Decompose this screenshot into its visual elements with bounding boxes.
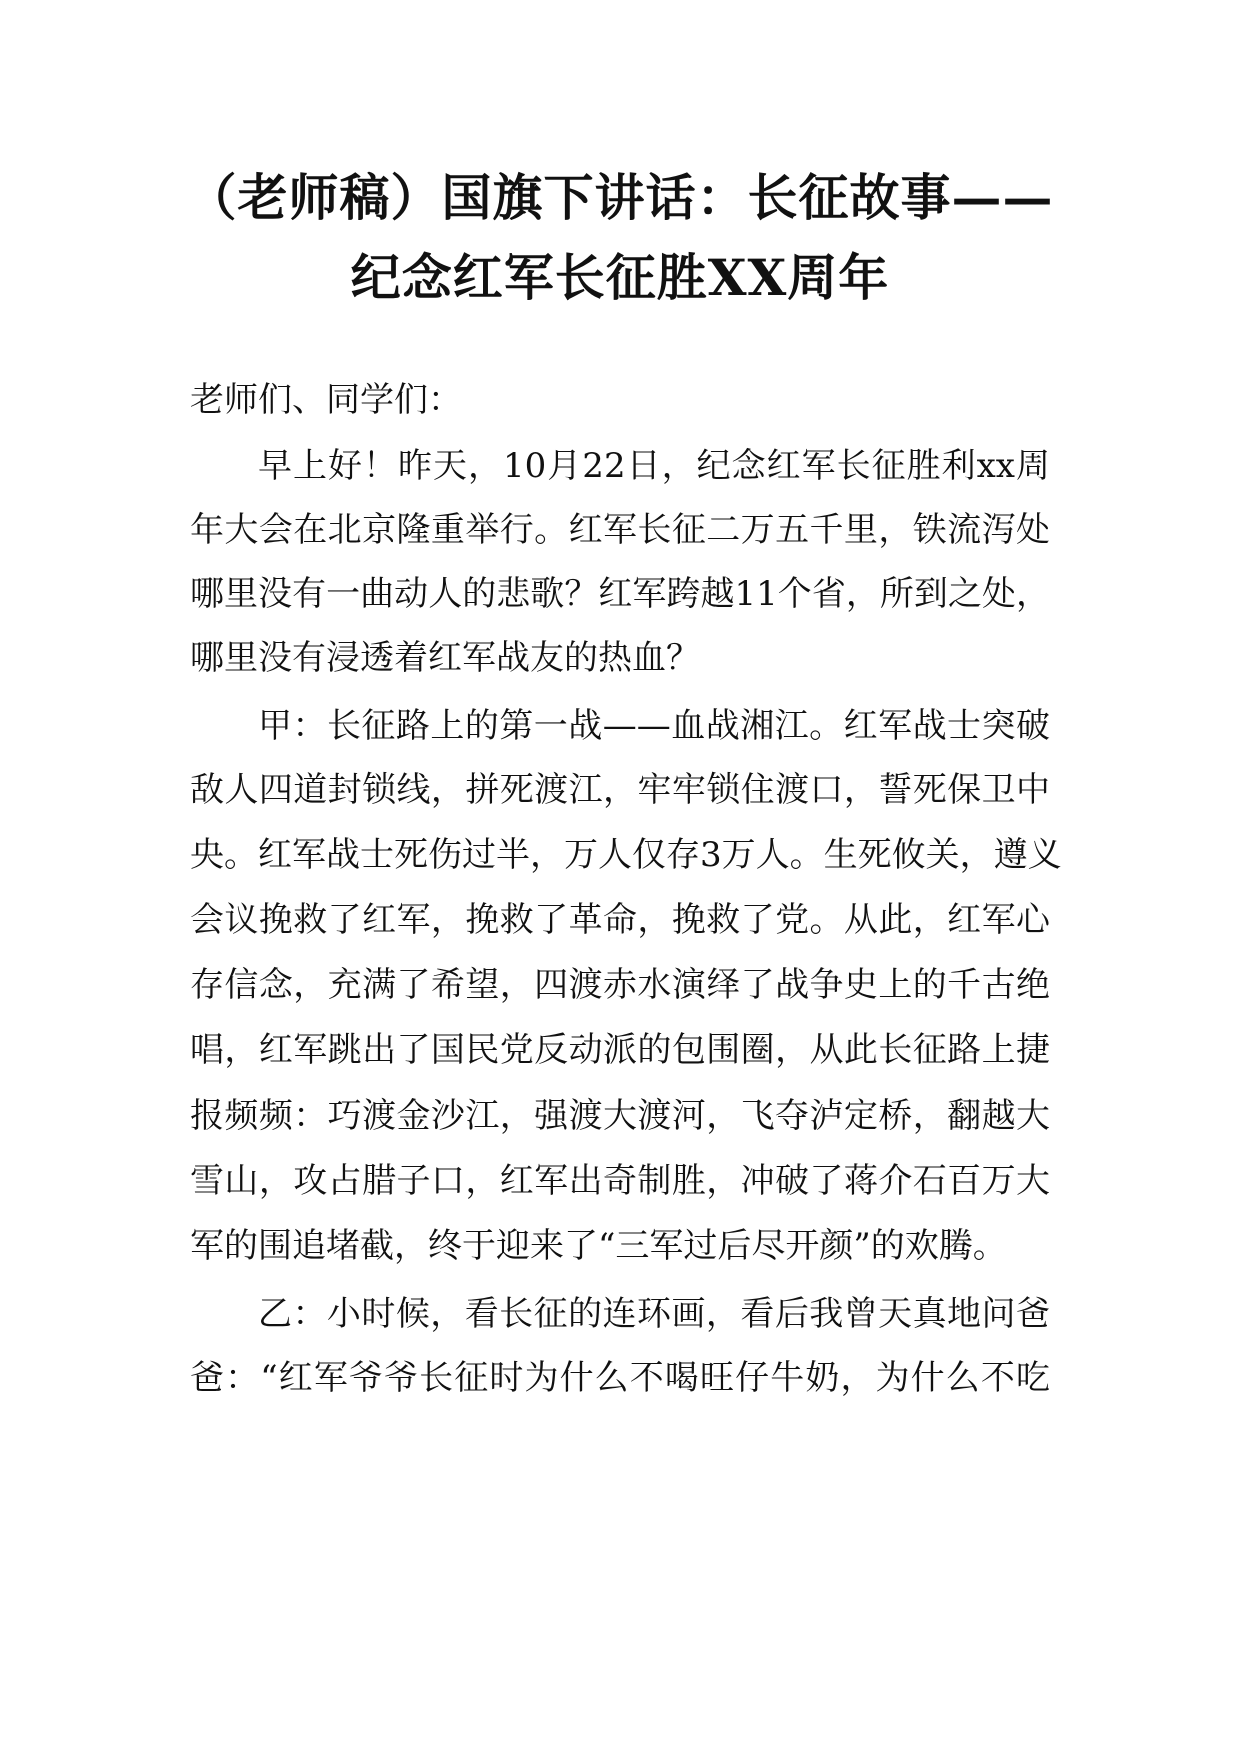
- paragraph-2-line: 央。红军战士死伤过半，万人仅存3万人。生死攸关，遵义: [190, 835, 1062, 875]
- paragraph-2-line: 存信念，充满了希望，四渡赤水演绎了战争史上的千古绝: [190, 965, 1050, 1005]
- salutation: 老师们、同学们：: [190, 380, 462, 420]
- paragraph-2-line: 会议挽救了红军，挽救了革命，挽救了党。从此，红军心: [190, 900, 1050, 940]
- paragraph-2-line: 雪山，攻占腊子口，红军出奇制胜，冲破了蒋介石百万大: [190, 1161, 1050, 1201]
- document-title-line-1: （老师稿）国旗下讲话：长征故事——: [186, 168, 1054, 227]
- paragraph-2-line: 敌人四道封锁线，拼死渡江，牢牢锁住渡口，誓死保卫中: [190, 770, 1050, 810]
- paragraph-3-line: 爸：“红军爷爷长征时为什么不喝旺仔牛奶，为什么不吃: [190, 1358, 1050, 1398]
- paragraph-2-line: 军的围追堵截，终于迎来了“三军过后尽开颜”的欢腾。: [190, 1226, 1007, 1266]
- paragraph-3-line: 乙：小时候，看长征的连环画，看后我曾天真地问爸: [258, 1294, 1050, 1334]
- paragraph-2-line: 甲：长征路上的第一战——血战湘江。红军战士突破: [258, 706, 1050, 746]
- paragraph-2-line: 唱，红军跳出了国民党反动派的包围圈，从此长征路上捷: [190, 1030, 1050, 1070]
- paragraph-1-line: 哪里没有一曲动人的悲歌？红军跨越11个省，所到之处，: [190, 574, 1050, 614]
- document-title-line-2: 纪念红军长征胜XX周年: [350, 248, 890, 307]
- paragraph-1-line: 年大会在北京隆重举行。红军长征二万五千里，铁流泻处: [190, 510, 1050, 550]
- paragraph-1-line: 哪里没有浸透着红军战友的热血？: [190, 638, 700, 678]
- paragraph-1-line: 早上好！昨天，10月22日，纪念红军长征胜利xx周: [258, 446, 1050, 486]
- paragraph-2-line: 报频频：巧渡金沙江，强渡大渡河，飞夺泸定桥，翻越大: [190, 1096, 1050, 1136]
